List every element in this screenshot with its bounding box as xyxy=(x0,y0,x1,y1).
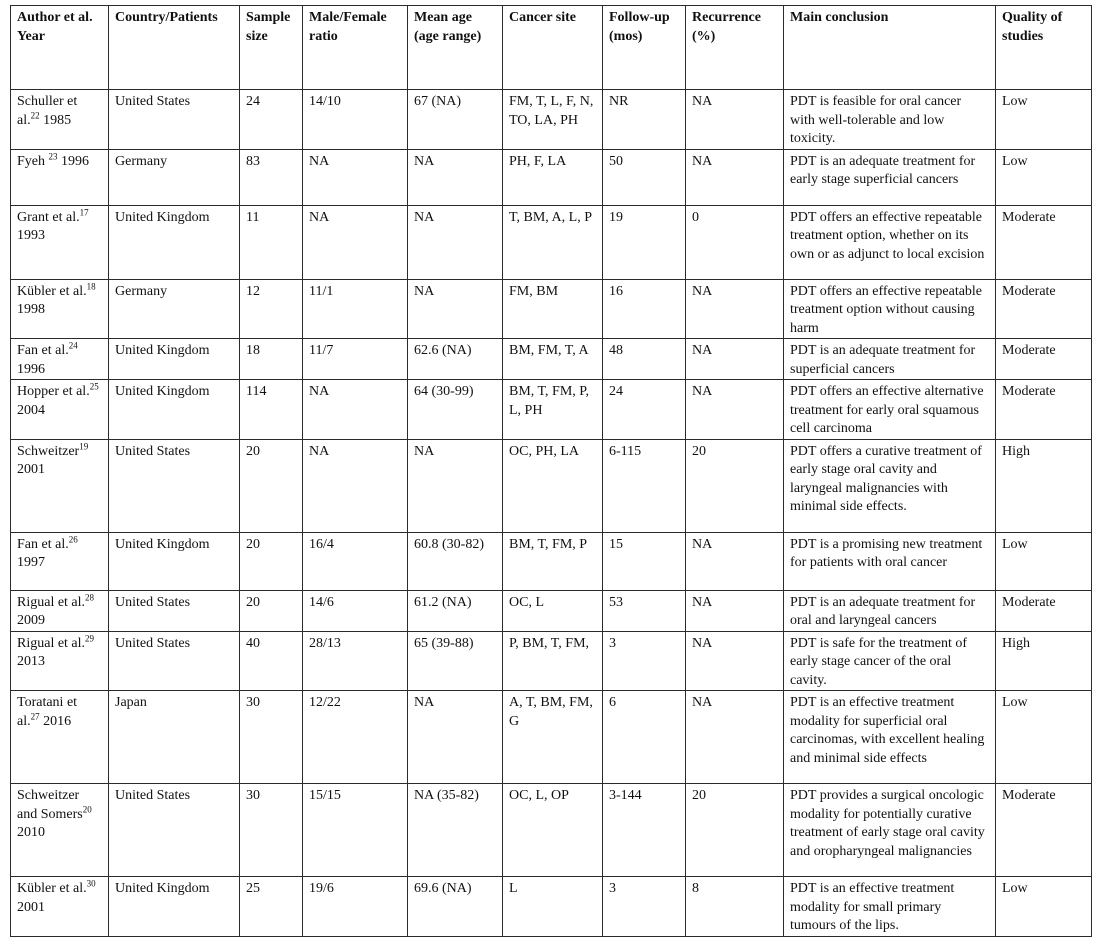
cell-conclusion: PDT is an effective treatment modality for superficial oral carcinomas, with excellent healing and minimal side effects xyxy=(784,691,996,784)
table-row xyxy=(11,149,1092,205)
cell-follow-up: 48 xyxy=(603,339,686,380)
cell-mean-age: 62.6 (NA) xyxy=(408,339,503,380)
reference-number: 26 xyxy=(68,533,78,544)
cell-mf-ratio: 16/4 xyxy=(303,532,408,590)
cell-follow-up: 53 xyxy=(603,590,686,631)
cell-cancer-site: BM, T, FM, P, L, PH xyxy=(503,380,603,440)
cell-follow-up: 15 xyxy=(603,532,686,590)
author-name: Fan et al. xyxy=(17,536,69,552)
table-row xyxy=(11,205,1092,279)
author-year: 2004 xyxy=(17,402,45,418)
cell-follow-up: 24 xyxy=(603,380,686,440)
cell-conclusion: PDT is safe for the treatment of early stage cancer of the oral cavity. xyxy=(784,631,996,691)
author-year: 2009 xyxy=(17,613,45,628)
studies-table xyxy=(10,5,1092,937)
cell-conclusion: PDT provides a surgical oncologic modality for potentially curative treatment of early stage oral cavity and oropharyngeal malignancies xyxy=(784,784,996,877)
cell-sample-size: 18 xyxy=(240,339,303,380)
cell-follow-up: 6-115 xyxy=(603,439,686,532)
header-mf-ratio: Male/Female ratio xyxy=(303,6,408,90)
cell-quality: Moderate xyxy=(996,339,1092,380)
header-sample-size: Sample size xyxy=(240,6,303,90)
cell-country: United Kingdom xyxy=(109,339,240,380)
cell-conclusion: PDT is an adequate treatment for oral and laryngeal cancers xyxy=(784,590,996,631)
cell-cancer-site: OC, L xyxy=(503,590,603,631)
author-year: 2016 xyxy=(39,713,72,729)
reference-number: 20 xyxy=(82,803,92,814)
cell-sample-size: 40 xyxy=(240,631,303,691)
cell-country: United Kingdom xyxy=(109,380,240,440)
reference-number: 29 xyxy=(85,632,95,643)
cell-recurrence: NA xyxy=(686,532,784,590)
cell-recurrence: NA xyxy=(686,339,784,380)
author-year: 1985 xyxy=(39,112,72,128)
cell-quality: Low xyxy=(996,877,1092,937)
author-year: 1998 xyxy=(17,302,45,317)
cell-follow-up: NR xyxy=(603,90,686,150)
reference-number: 28 xyxy=(85,591,95,602)
cell-country: Germany xyxy=(109,149,240,205)
author-name: Schuller et al. xyxy=(17,94,78,128)
cell-quality: Low xyxy=(996,90,1092,150)
reference-number: 27 xyxy=(30,710,40,721)
cell-mf-ratio: 19/6 xyxy=(303,877,408,937)
header-country: Country/Patients xyxy=(109,6,240,90)
header-author: Author et al. Year xyxy=(11,6,109,90)
cell-quality: Low xyxy=(996,691,1092,784)
cell-author xyxy=(11,339,109,380)
reference-number: 18 xyxy=(86,280,96,291)
header-row xyxy=(11,6,1092,90)
author-name: Kübler et al. xyxy=(17,283,87,299)
cell-quality: Low xyxy=(996,532,1092,590)
cell-quality: Moderate xyxy=(996,590,1092,631)
cell-recurrence: NA xyxy=(686,691,784,784)
header-recurrence: Recurrence (%) xyxy=(686,6,784,90)
cell-author xyxy=(11,631,109,691)
cell-recurrence: NA xyxy=(686,380,784,440)
author-year: 1993 xyxy=(17,228,45,243)
cell-mean-age: NA xyxy=(408,279,503,339)
cell-conclusion: PDT is a promising new treatment for patients with oral cancer xyxy=(784,532,996,590)
studies-table-container xyxy=(10,5,1092,937)
cell-mean-age: NA xyxy=(408,205,503,279)
cell-sample-size: 11 xyxy=(240,205,303,279)
cell-recurrence: 20 xyxy=(686,439,784,532)
cell-sample-size: 24 xyxy=(240,90,303,150)
table-row xyxy=(11,380,1092,440)
cell-author xyxy=(11,877,109,937)
cell-author xyxy=(11,590,109,631)
table-row xyxy=(11,784,1092,877)
reference-number: 30 xyxy=(86,878,96,889)
table-row xyxy=(11,877,1092,937)
table-row xyxy=(11,631,1092,691)
cell-mf-ratio: 28/13 xyxy=(303,631,408,691)
table-row xyxy=(11,691,1092,784)
header-mean-age: Mean age (age range) xyxy=(408,6,503,90)
author-year: 1996 xyxy=(17,361,45,377)
reference-number: 24 xyxy=(68,340,78,351)
cell-sample-size: 25 xyxy=(240,877,303,937)
cell-mf-ratio: NA xyxy=(303,205,408,279)
cell-country: Japan xyxy=(109,691,240,784)
cell-sample-size: 20 xyxy=(240,439,303,532)
cell-author xyxy=(11,380,109,440)
cell-cancer-site: T, BM, A, L, P xyxy=(503,205,603,279)
cell-sample-size: 20 xyxy=(240,532,303,590)
table-row xyxy=(11,532,1092,590)
cell-author xyxy=(11,691,109,784)
cell-cancer-site: P, BM, T, FM, xyxy=(503,631,603,691)
cell-quality: Moderate xyxy=(996,205,1092,279)
cell-conclusion: PDT offers an effective alternative treatment for early oral squamous cell carcinoma xyxy=(784,380,996,440)
cell-cancer-site: A, T, BM, FM, G xyxy=(503,691,603,784)
cell-mean-age: 64 (30-99) xyxy=(408,380,503,440)
table-row xyxy=(11,339,1092,380)
cell-conclusion: PDT offers a curative treatment of early stage oral cavity and laryngeal malignancies with minimal side effects. xyxy=(784,439,996,532)
cell-conclusion: PDT is an adequate treatment for early stage superficial cancers xyxy=(784,149,996,205)
cell-conclusion: PDT offers an effective repeatable treatment option without causing harm xyxy=(784,279,996,339)
cell-mean-age: NA (35-82) xyxy=(408,784,503,877)
cell-cancer-site: PH, F, LA xyxy=(503,149,603,205)
cell-mf-ratio: NA xyxy=(303,149,408,205)
cell-quality: Moderate xyxy=(996,279,1092,339)
author-name: Kübler et al. xyxy=(17,881,87,896)
cell-country: United Kingdom xyxy=(109,532,240,590)
cell-country: United States xyxy=(109,90,240,150)
cell-cancer-site: BM, FM, T, A xyxy=(503,339,603,380)
header-follow-up: Follow-up (mos) xyxy=(603,6,686,90)
cell-mean-age: NA xyxy=(408,149,503,205)
cell-follow-up: 3 xyxy=(603,631,686,691)
cell-cancer-site: FM, BM xyxy=(503,279,603,339)
cell-author xyxy=(11,149,109,205)
cell-recurrence: NA xyxy=(686,590,784,631)
cell-follow-up: 3-144 xyxy=(603,784,686,877)
header-cancer-site: Cancer site xyxy=(503,6,603,90)
author-name: Hopper et al. xyxy=(17,384,90,399)
cell-mean-age: 69.6 (NA) xyxy=(408,877,503,937)
cell-quality: Low xyxy=(996,149,1092,205)
cell-recurrence: NA xyxy=(686,90,784,150)
reference-number: 25 xyxy=(89,381,99,392)
author-year: 1997 xyxy=(17,555,45,570)
author-name: Fan et al. xyxy=(17,343,69,358)
cell-cancer-site: FM, T, L, F, N, TO, LA, PH xyxy=(503,90,603,150)
cell-conclusion: PDT is an adequate treatment for superficial cancers xyxy=(784,339,996,380)
cell-conclusion: PDT is an effective treatment modality for small primary tumours of the lips. xyxy=(784,877,996,937)
cell-country: Germany xyxy=(109,279,240,339)
cell-mf-ratio: 11/1 xyxy=(303,279,408,339)
cell-country: United Kingdom xyxy=(109,205,240,279)
table-row xyxy=(11,590,1092,631)
cell-country: United States xyxy=(109,439,240,532)
author-year: 2013 xyxy=(17,654,45,669)
cell-author xyxy=(11,439,109,532)
cell-author xyxy=(11,784,109,877)
cell-mf-ratio: 12/22 xyxy=(303,691,408,784)
cell-author xyxy=(11,90,109,150)
cell-mf-ratio: NA xyxy=(303,439,408,532)
author-year: 2001 xyxy=(17,462,45,477)
cell-mean-age: NA xyxy=(408,439,503,532)
cell-author xyxy=(11,279,109,339)
cell-recurrence: NA xyxy=(686,279,784,339)
cell-recurrence: 8 xyxy=(686,877,784,937)
author-name: Rigual et al. xyxy=(17,594,86,610)
cell-mf-ratio: 15/15 xyxy=(303,784,408,877)
cell-cancer-site: BM, T, FM, P xyxy=(503,532,603,590)
cell-quality: High xyxy=(996,439,1092,532)
table-row xyxy=(11,439,1092,532)
cell-cancer-site: OC, PH, LA xyxy=(503,439,603,532)
cell-mf-ratio: NA xyxy=(303,380,408,440)
cell-recurrence: 0 xyxy=(686,205,784,279)
cell-mean-age: 65 (39-88) xyxy=(408,631,503,691)
cell-quality: High xyxy=(996,631,1092,691)
cell-follow-up: 3 xyxy=(603,877,686,937)
cell-author xyxy=(11,205,109,279)
cell-recurrence: 20 xyxy=(686,784,784,877)
author-name: Schweitzer xyxy=(17,443,80,459)
cell-quality: Moderate xyxy=(996,784,1092,877)
author-name: Fyeh xyxy=(17,153,49,169)
cell-mean-age: 61.2 (NA) xyxy=(408,590,503,631)
cell-cancer-site: L xyxy=(503,877,603,937)
cell-mean-age: 60.8 (30-82) xyxy=(408,532,503,590)
cell-follow-up: 19 xyxy=(603,205,686,279)
cell-country: United States xyxy=(109,784,240,877)
cell-mean-age: 67 (NA) xyxy=(408,90,503,150)
cell-recurrence: NA xyxy=(686,631,784,691)
author-name: Toratani et al. xyxy=(17,695,78,729)
cell-mf-ratio: 14/10 xyxy=(303,90,408,150)
author-year: 2010 xyxy=(17,825,45,840)
reference-number: 17 xyxy=(79,206,89,217)
author-year: 1996 xyxy=(57,153,89,169)
header-conclusion: Main conclusion xyxy=(784,6,996,90)
author-name: Grant et al. xyxy=(17,209,80,225)
cell-mean-age: NA xyxy=(408,691,503,784)
cell-mf-ratio: 14/6 xyxy=(303,590,408,631)
cell-sample-size: 12 xyxy=(240,279,303,339)
cell-recurrence: NA xyxy=(686,149,784,205)
cell-conclusion: PDT offers an effective repeatable treatment option, whether on its own or as adjunct to local excision xyxy=(784,205,996,279)
cell-mf-ratio: 11/7 xyxy=(303,339,408,380)
author-year: 2001 xyxy=(17,899,45,915)
cell-sample-size: 20 xyxy=(240,590,303,631)
cell-author xyxy=(11,532,109,590)
table-row xyxy=(11,90,1092,150)
cell-country: United Kingdom xyxy=(109,877,240,937)
cell-country: United States xyxy=(109,590,240,631)
cell-country: United States xyxy=(109,631,240,691)
cell-sample-size: 114 xyxy=(240,380,303,440)
cell-conclusion: PDT is feasible for oral cancer with well-tolerable and low toxicity. xyxy=(784,90,996,150)
cell-follow-up: 50 xyxy=(603,149,686,205)
reference-number: 22 xyxy=(30,109,40,120)
cell-sample-size: 83 xyxy=(240,149,303,205)
author-name: Schweitzer and Somers xyxy=(17,788,83,822)
cell-sample-size: 30 xyxy=(240,691,303,784)
cell-follow-up: 6 xyxy=(603,691,686,784)
author-name: Rigual et al. xyxy=(17,635,86,651)
cell-cancer-site: OC, L, OP xyxy=(503,784,603,877)
reference-number: 23 xyxy=(48,150,58,161)
reference-number: 19 xyxy=(79,440,89,451)
header-quality: Quality of studies xyxy=(996,6,1092,90)
cell-quality: Moderate xyxy=(996,380,1092,440)
table-row xyxy=(11,279,1092,339)
cell-sample-size: 30 xyxy=(240,784,303,877)
cell-follow-up: 16 xyxy=(603,279,686,339)
